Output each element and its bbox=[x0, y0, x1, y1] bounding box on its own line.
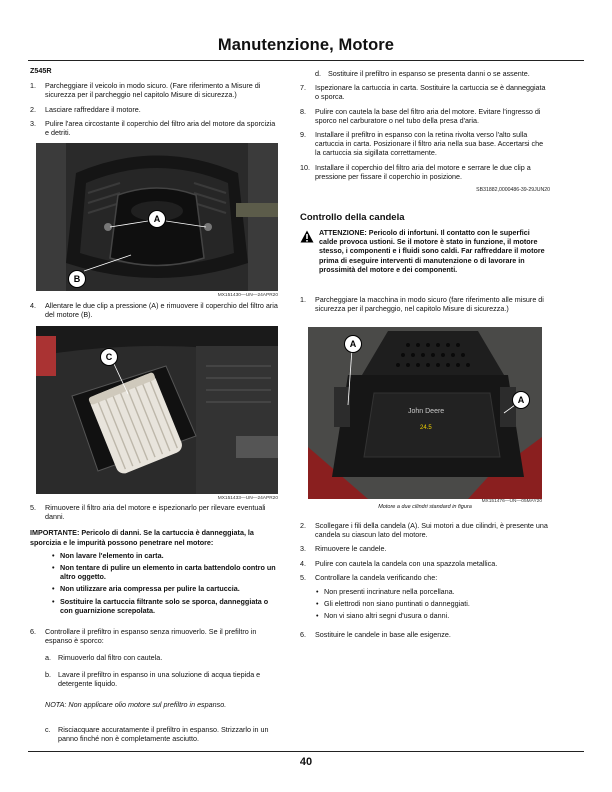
right-column-step1 bbox=[300, 295, 550, 318]
step-item: 2. Lasciare raffreddare il motore. bbox=[30, 104, 141, 114]
step-item: 1. Parcheggiare la macchina in modo sicuro (fare riferimento alle misure di sicurezza per il parcheggio, nel capitolo Misure di sicurezza.) bbox=[300, 295, 544, 314]
step-item: 3. Rimuovere le candele. bbox=[300, 544, 387, 554]
step-item: 5. Controllare la candela verificando che: bbox=[300, 572, 438, 582]
model-heading: Z545R bbox=[30, 66, 52, 75]
section-heading: Controllo della candela bbox=[300, 212, 405, 223]
step-item: 2. Scollegare i fili della candela (A). Sui motori a due cilindri, è presente una candela su ciascun lato del motore. bbox=[300, 521, 548, 540]
left-column bbox=[30, 66, 280, 142]
right-column-lower bbox=[300, 521, 550, 644]
step-item: 4. Allentare le due clip a pressione (A) e rimuovere il coperchio del filtro aria del motore (B). bbox=[30, 301, 278, 320]
step-item: 5. Rimuovere il filtro aria del motore e ispezionarlo per rilevare eventuali danni. bbox=[30, 503, 266, 522]
step-item: 7. Ispezionare la cartuccia in carta. Sostituire la cartuccia se è danneggiata o sporca. bbox=[300, 83, 546, 102]
check-bullet: • Non vi siano altri segni d'usura o danni. bbox=[316, 611, 450, 621]
svg-text:24.5: 24.5 bbox=[420, 425, 432, 431]
svg-text:John Deere: John Deere bbox=[408, 408, 445, 415]
callout-a: A bbox=[148, 210, 166, 228]
important-bullet: • Non tentare di pulire un elemento in carta battendolo contro un altro oggetto. bbox=[52, 563, 276, 582]
substep-item: a. Rimuoverlo dal filtro con cautela. bbox=[45, 653, 163, 663]
left-column-step4 bbox=[30, 301, 280, 324]
substep-item: b. Lavare il prefiltro in espanso in una soluzione di acqua tiepida e detergente liquido. bbox=[45, 669, 261, 688]
step-item: 6. Controllare il prefiltro in espanso senza rimuoverlo. Se il prefiltro in espanso è sporco: bbox=[30, 627, 257, 646]
step-item: 10. Installare il coperchio del filtro aria del motore e serrare le due clip a pressione per fissare il coperchio in posizione. bbox=[300, 162, 531, 181]
reference-code: SB31882,0000486-39-29JUN20 bbox=[476, 187, 550, 194]
air-filter-photo bbox=[36, 326, 278, 494]
right-column bbox=[300, 69, 550, 195]
warning-text: ATTENZIONE: Pericolo di infortuni. Il contatto con le superfici calde provoca ustioni. Se il motore è stato in funzione, il motore stesso, i componenti e i fluidi sono caldi. Far raffreddare il motore prima di eseguire interventi di manutenzione o di lavorare in prossimità del motore e dei componenti. bbox=[319, 228, 545, 274]
image-code: MX151430—UN—24APR20 bbox=[217, 293, 278, 298]
important-bullet: • Non lavare l'elemento in carta. bbox=[52, 550, 164, 560]
engine-photo bbox=[308, 327, 542, 499]
check-bullet: • Gli elettrodi non siano puntinati o danneggiati. bbox=[316, 599, 470, 609]
substep-item: d. Sostituire il prefiltro in espanso se presenta danni o se assente. bbox=[315, 69, 530, 78]
note: NOTA: Non applicare olio motore sul prefiltro in espanso. bbox=[45, 700, 227, 710]
callout-b: B bbox=[68, 270, 86, 288]
callout-a: A bbox=[344, 335, 362, 353]
important-bullet: • Sostituire la cartuccia filtrante solo se sporca, danneggiata o con guarnizione screpolata. bbox=[52, 596, 269, 615]
warning-icon bbox=[300, 230, 314, 243]
step-item: 1. Parcheggiare il veicolo in modo sicuro. (Fare riferimento a Misure di sicurezza per il parcheggio nel capitolo Misure di sicurezza.) bbox=[30, 81, 261, 100]
image-code: MX151476—UN—05MAY20 bbox=[481, 499, 542, 504]
step-item: 6. Sostituire le candele in base alle esigenze. bbox=[300, 629, 451, 639]
substep-item: c. Risciacquare accuratamente il prefiltro in espanso. Strizzarlo in un panno finché non è completamente asciutto. bbox=[45, 725, 269, 744]
footer-rule bbox=[28, 751, 584, 752]
page-number: 40 bbox=[299, 756, 313, 768]
step-item: 8. Pulire con cautela la base del filtro aria del motore. Evitare l'ingresso di sporco nel carburatore o nel tubo della presa d'aria. bbox=[300, 106, 541, 125]
air-filter-cover-photo bbox=[36, 143, 278, 291]
step-item: 4. Pulire con cautela la candela con una spazzola metallica. bbox=[300, 558, 498, 568]
image-code: MX151433—UN—24APR20 bbox=[217, 496, 278, 501]
left-column-lower bbox=[30, 503, 280, 749]
important-bullet: • Non utilizzare aria compressa per pulire la cartuccia. bbox=[52, 584, 240, 594]
step-item: 3. Pulire l'area circostante il coperchio del filtro aria del motore da sporcizia e detriti. bbox=[30, 118, 276, 138]
image-caption: Motore a due cilindri standard in figura bbox=[378, 504, 472, 510]
important-notice: IMPORTANTE: Pericolo di danni. Se la cartuccia è danneggiata, la sporcizia e le impurità possono penetrare nel motore: bbox=[30, 528, 254, 547]
header-rule bbox=[28, 60, 584, 61]
check-bullet: • Non presenti incrinature nella porcellana. bbox=[316, 587, 455, 597]
step-item: 9. Installare il prefiltro in espanso con la retina rivolta verso l'alto sulla cartuccia in carta. Posizionare il filtro aria nella sua base. Accertarsi che la cartuccia sia sigillata correttamente. bbox=[300, 130, 544, 158]
page-title: Manutenzione, Motore bbox=[217, 36, 395, 54]
callout-c: C bbox=[100, 348, 118, 366]
callout-a: A bbox=[512, 391, 530, 409]
